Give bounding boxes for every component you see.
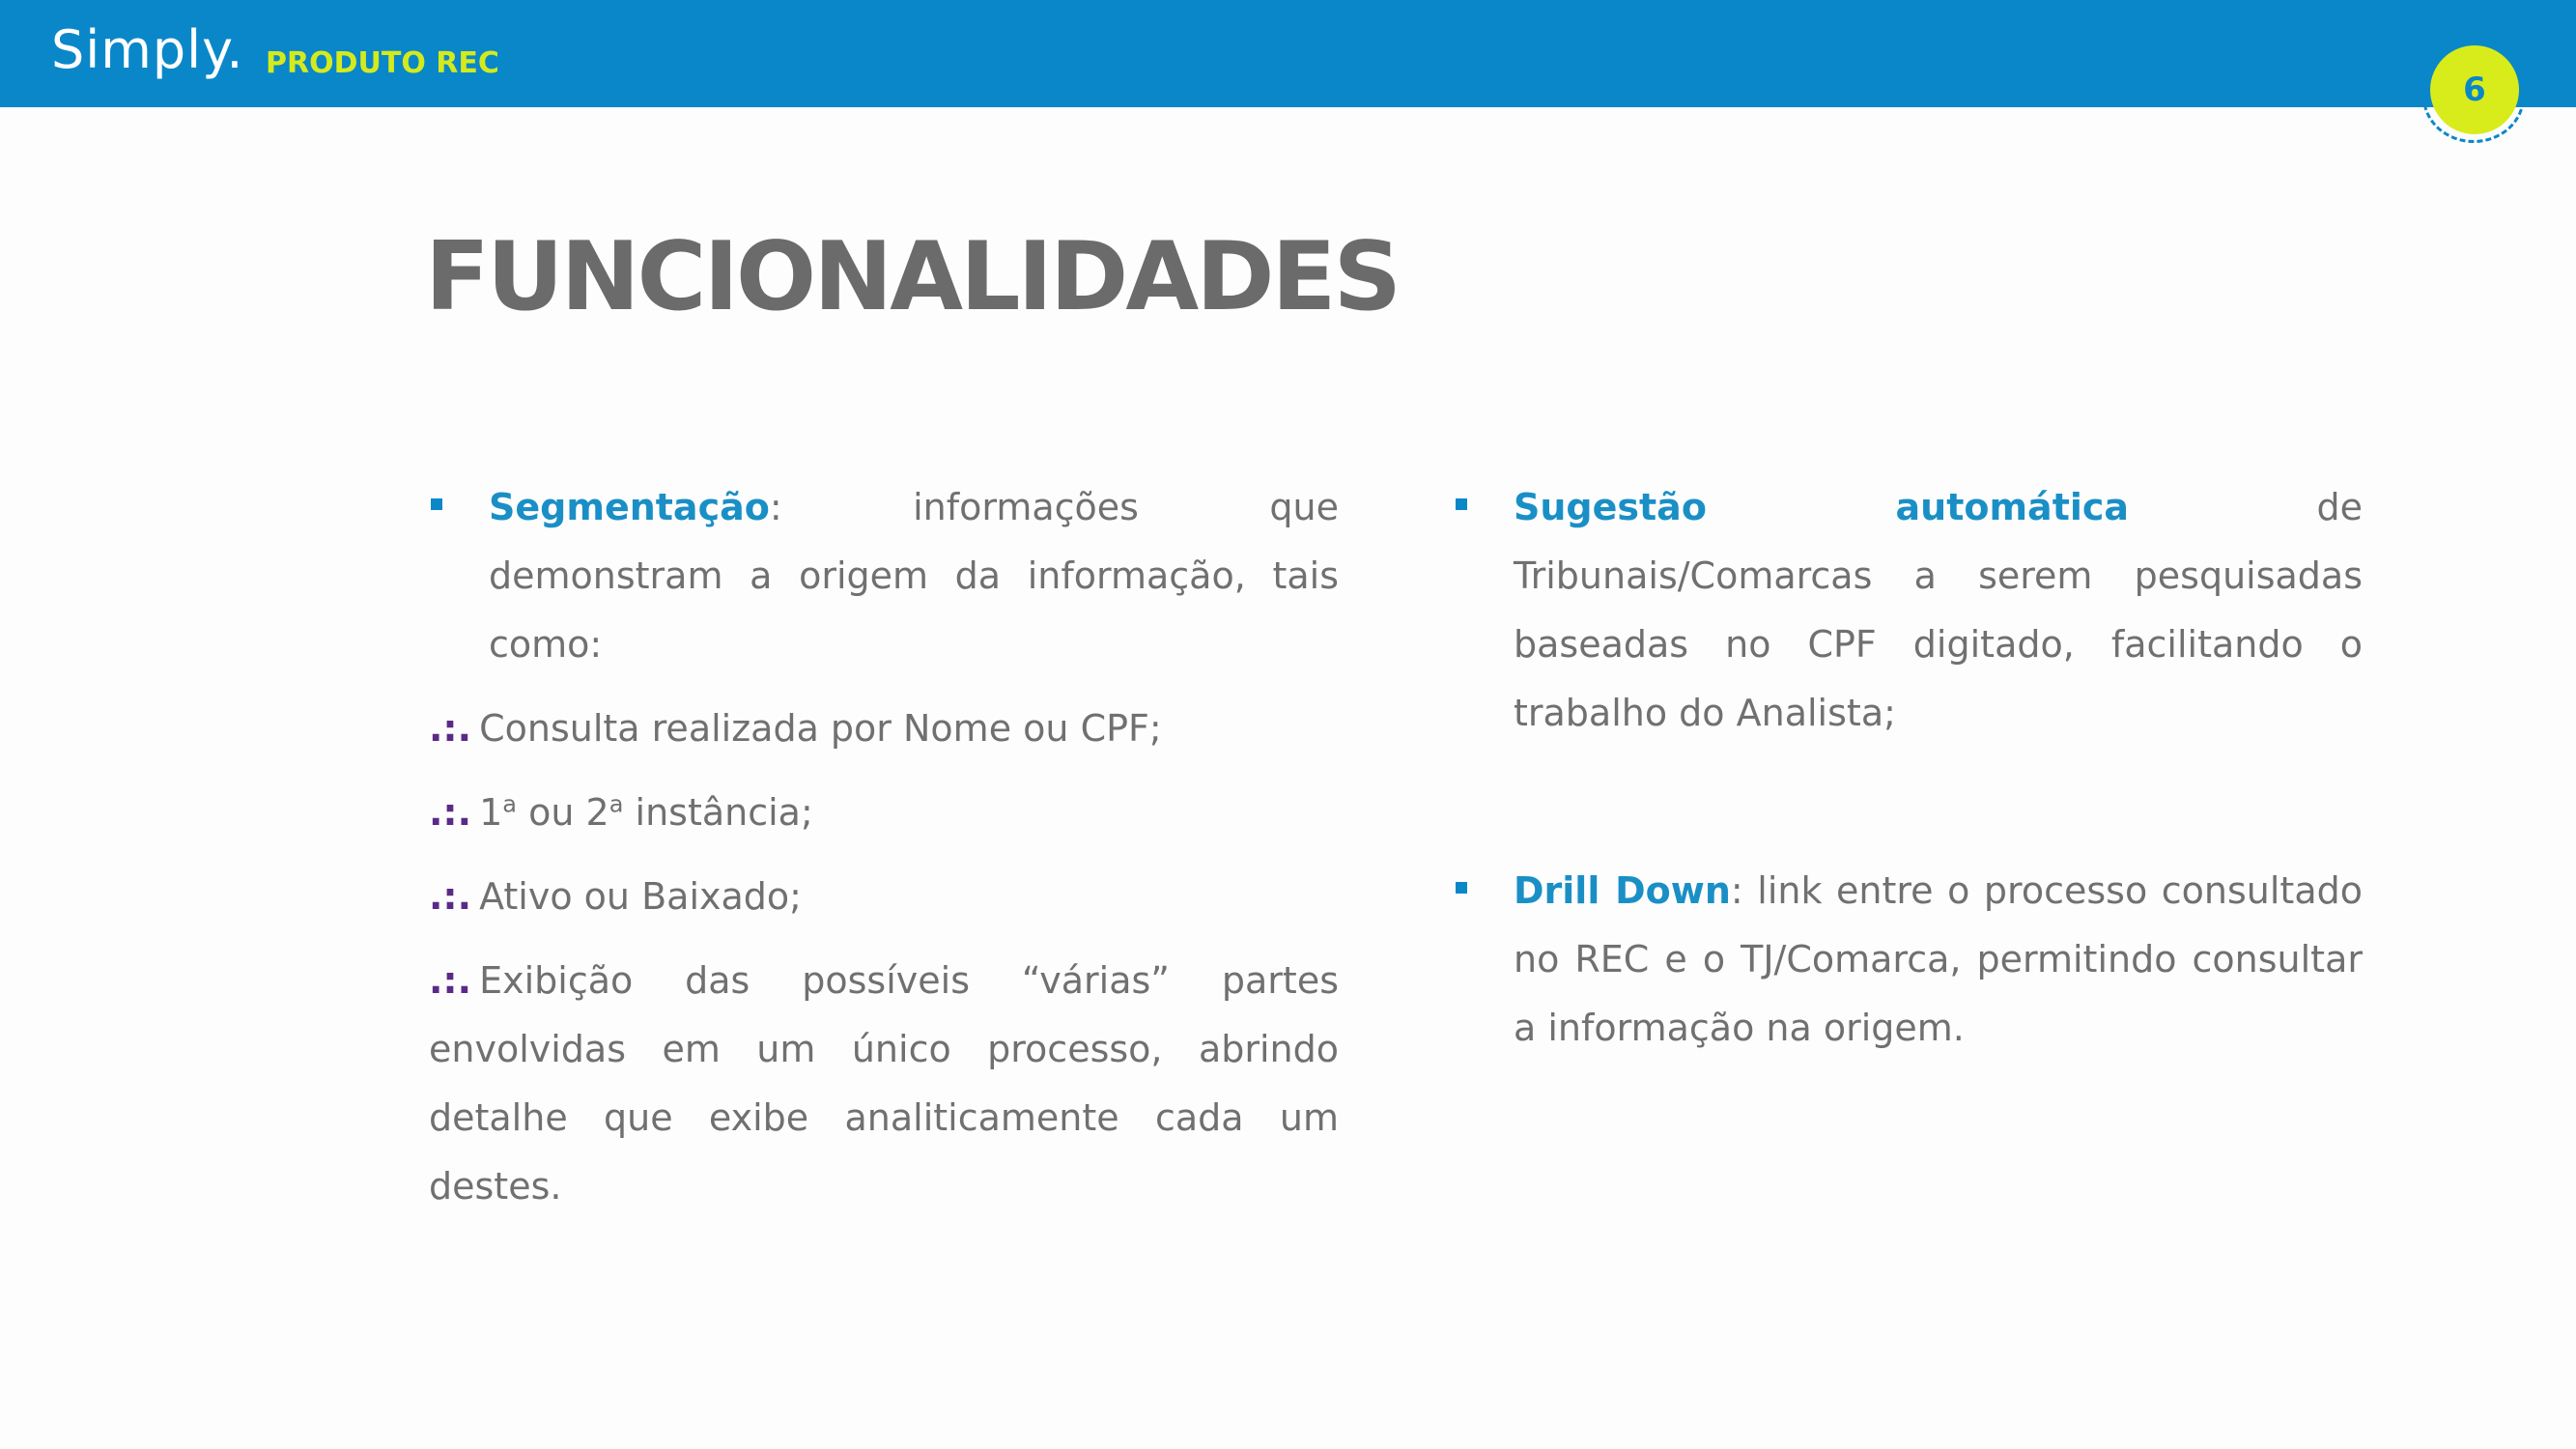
bullet-drill-down — [1454, 857, 2363, 1063]
page-number-badge: 6 — [2430, 45, 2519, 134]
keyword-sugestao: Sugestão automática — [1514, 486, 2130, 528]
list-item: .:. Exibição das possíveis “várias” partes envolvidas em um único processo, abrindo detalhe que exibe analiticamente cada um destes. — [429, 959, 1339, 1208]
bullet-text: : link entre o processo consultado no REC e o TJ/Comarca, permitindo consultar a informação na origem. — [1514, 869, 2363, 1049]
list-item: .:. Consulta realizada por Nome ou CPF; — [429, 707, 1162, 750]
dots-marker-icon: .:. — [429, 707, 472, 750]
header-bar — [0, 0, 2576, 107]
dots-marker-icon: .:. — [429, 959, 472, 1002]
bullet-text: : informações que demonstram a origem da informação, tais como: — [489, 486, 1339, 666]
bullet-text: de Tribunais/Comarcas a serem pesquisadas baseadas no CPF digitado, facilitando o trabalho do Analista; — [1514, 486, 2363, 734]
left-column — [429, 473, 1339, 1221]
page-title: FUNCIONALIDADES — [425, 222, 1400, 332]
bullet-segmentacao — [429, 473, 1339, 679]
brand-logo: Simply. — [51, 19, 244, 80]
list-item: .:. Ativo ou Baixado; — [429, 875, 802, 918]
product-label: PRODUTO REC — [266, 46, 499, 80]
dots-marker-icon: .:. — [429, 791, 472, 834]
dots-marker-icon: .:. — [429, 875, 472, 918]
keyword-drill-down: Drill Down — [1514, 869, 1731, 912]
square-bullet-icon — [1456, 498, 1467, 510]
right-column — [1454, 473, 2363, 1063]
square-bullet-icon — [431, 498, 442, 510]
keyword-segmentacao: Segmentação — [489, 486, 770, 528]
list-item: .:. 1$^a$ ou 2$^a$ instância; — [429, 790, 813, 834]
bullet-sugestao — [1454, 473, 2363, 748]
square-bullet-icon — [1456, 882, 1467, 894]
